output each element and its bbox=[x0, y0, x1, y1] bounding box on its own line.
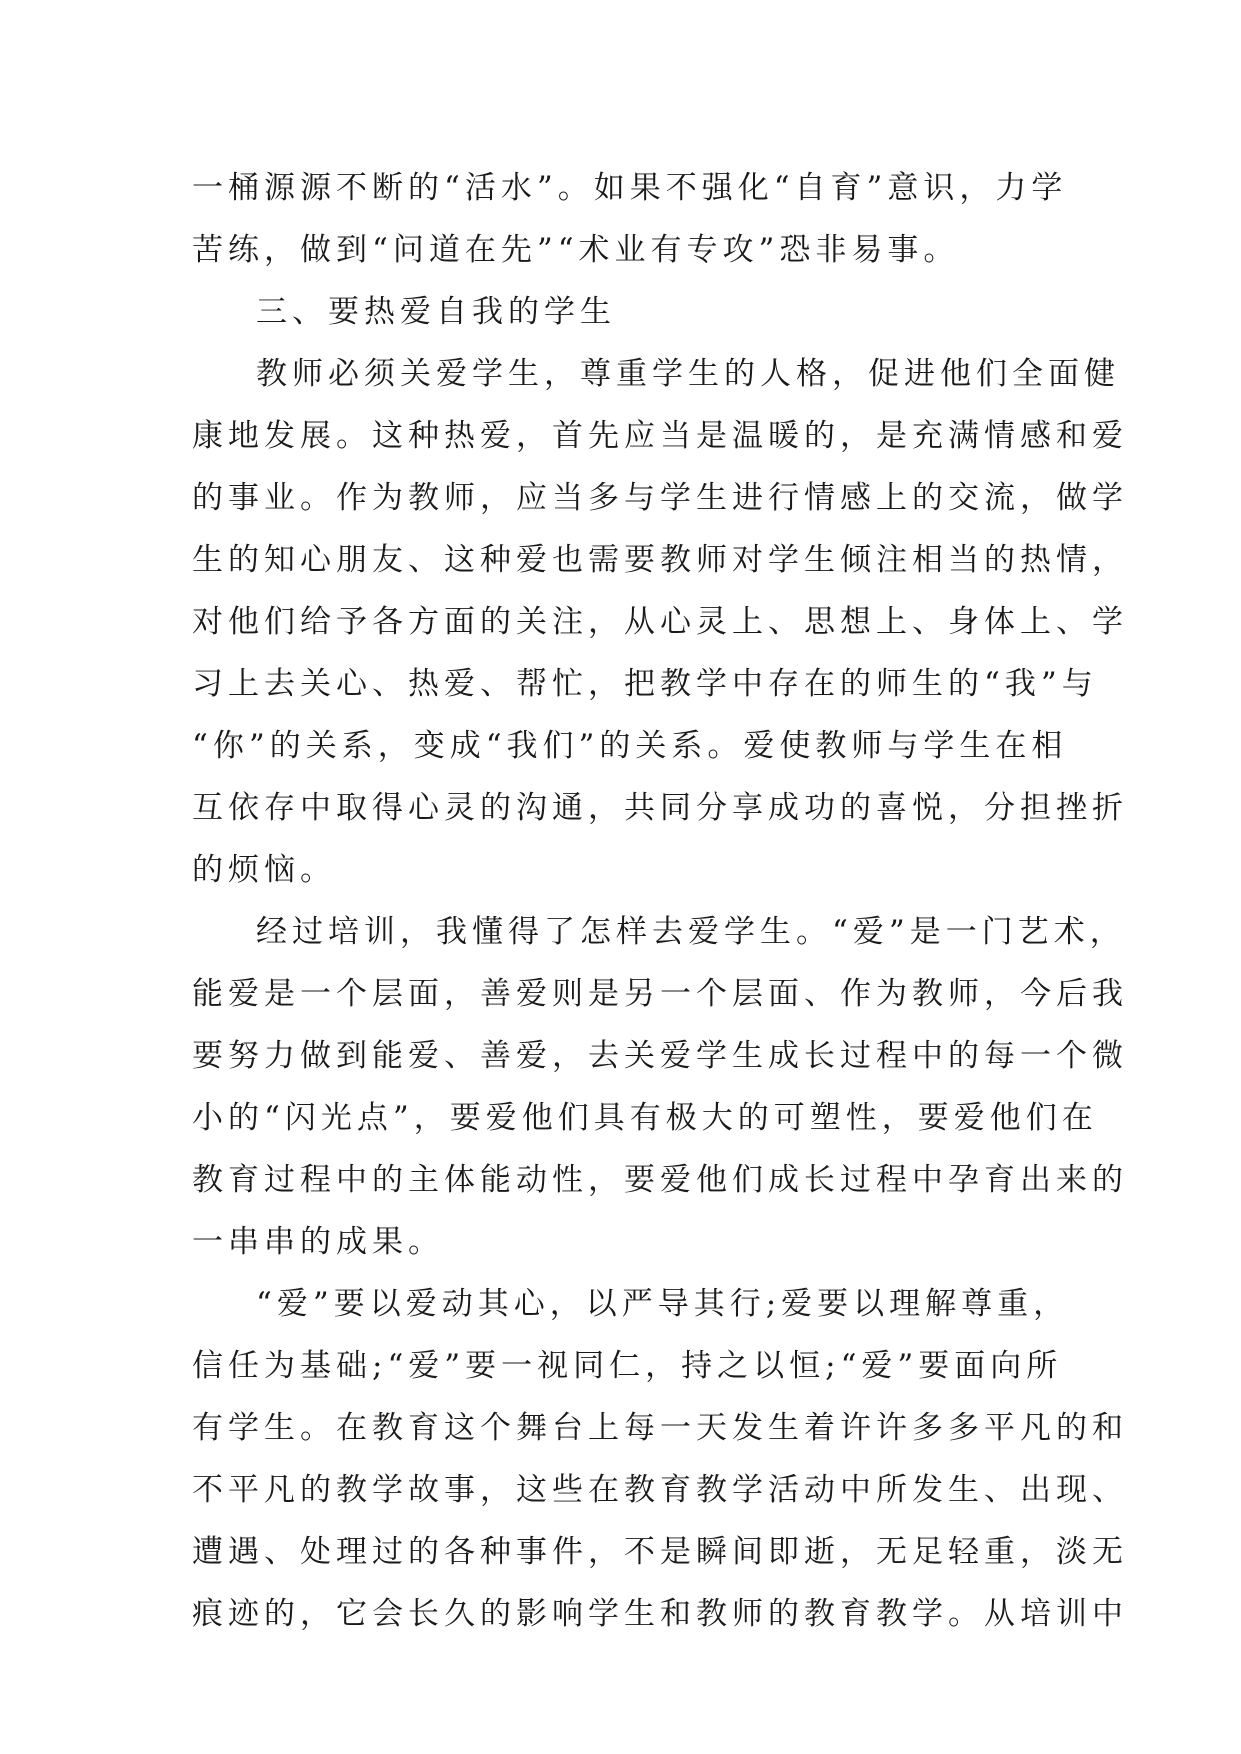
text-line: 康地发展。这种热爱，首先应当是温暖的，是充满情感和爱 bbox=[192, 418, 1128, 454]
text-line: 有学生。在教育这个舞台上每一天发生着许许多多平凡的和 bbox=[192, 1410, 1128, 1446]
text-line: 三、要热爱自我的学生 bbox=[256, 294, 616, 330]
text-line: 苦练，做到“问道在先”“术业有专攻”恐非易事。 bbox=[192, 232, 960, 268]
text-line: 一串串的成果。 bbox=[192, 1224, 444, 1260]
text-line: 遭遇、处理过的各种事件，不是瞬间即逝，无足轻重，淡无 bbox=[192, 1534, 1128, 1570]
text-line: 教师必须关爱学生，尊重学生的人格，促进他们全面健 bbox=[256, 356, 1120, 392]
text-line: 不平凡的教学故事，这些在教育教学活动中所发生、出现、 bbox=[192, 1472, 1128, 1508]
text-line: 一桶源源不断的“活水”。如果不强化“自育”意识，力学 bbox=[192, 170, 1068, 206]
text-line: 互依存中取得心灵的沟通，共同分享成功的喜悦，分担挫折 bbox=[192, 790, 1128, 826]
text-line: 痕迹的，它会长久的影响学生和教师的教育教学。从培训中 bbox=[192, 1596, 1128, 1632]
text-line: 习上去关心、热爱、帮忙，把教学中存在的师生的“我”与 bbox=[192, 666, 1098, 702]
text-line: 的烦恼。 bbox=[192, 852, 336, 888]
text-line: 的事业。作为教师，应当多与学生进行情感上的交流，做学 bbox=[192, 480, 1128, 516]
document-body bbox=[192, 157, 1128, 1645]
text-line: 对他们给予各方面的关注，从心灵上、思想上、身体上、学 bbox=[192, 604, 1128, 640]
text-line: 生的知心朋友、这种爱也需要教师对学生倾注相当的热情， bbox=[192, 542, 1128, 578]
text-line: 要努力做到能爱、善爱，去关爱学生成长过程中的每一个微 bbox=[192, 1038, 1128, 1074]
text-line: “你”的关系，变成“我们”的关系。爱使教师与学生在相 bbox=[192, 728, 1068, 764]
text-line: 信任为基础;“爱”要一视同仁，持之以恒;“爱”要面向所 bbox=[192, 1348, 1063, 1384]
text-line: 小的“闪光点”，要爱他们具有极大的可塑性，要爱他们在 bbox=[192, 1100, 1098, 1136]
text-line: 经过培训，我懂得了怎样去爱学生。“爱”是一门艺术， bbox=[256, 914, 1126, 950]
text-line: 能爱是一个层面，善爱则是另一个层面、作为教师，今后我 bbox=[192, 976, 1128, 1012]
text-line: 教育过程中的主体能动性，要爱他们成长过程中孕育出来的 bbox=[192, 1162, 1128, 1198]
text-line: “爱”要以爱动其心，以严导其行;爱要以理解尊重， bbox=[256, 1286, 1070, 1322]
